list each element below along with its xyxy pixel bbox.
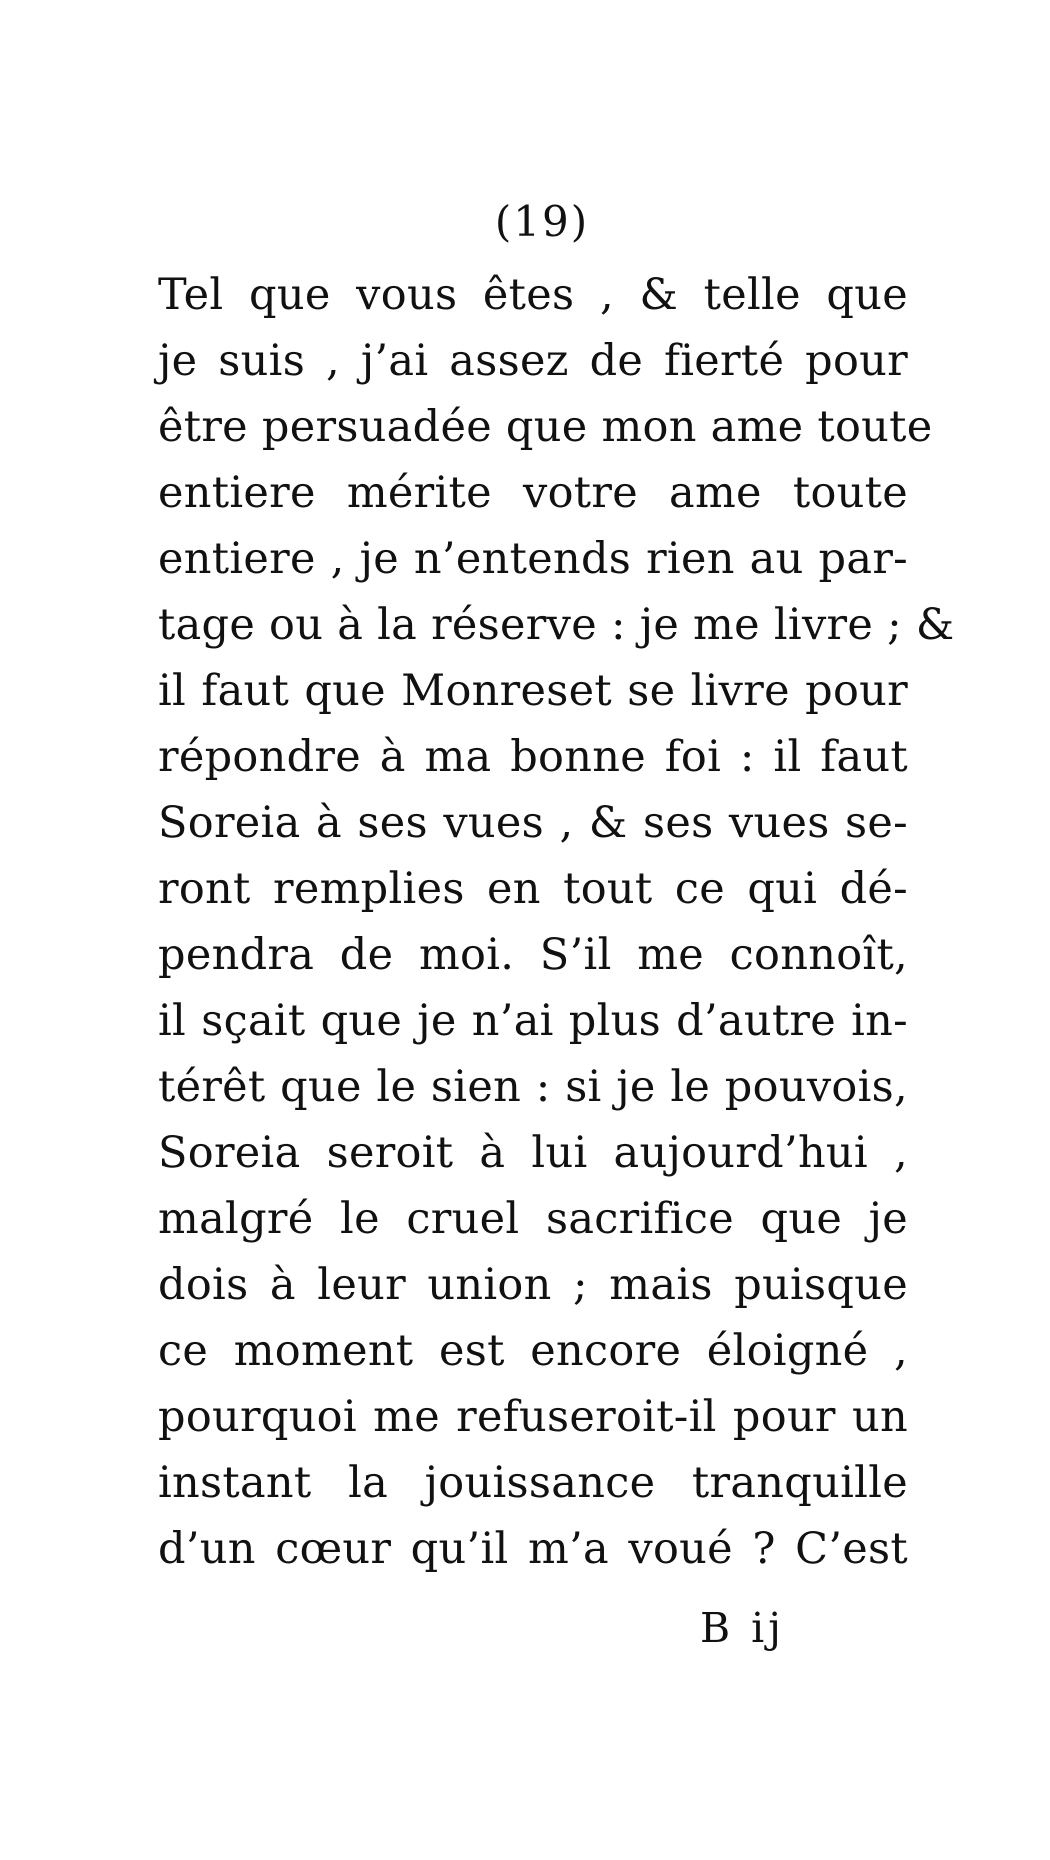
body-text [158, 262, 955, 1582]
text-line: entiere , je n’entends rien au par- [158, 534, 908, 584]
text-line: ce moment est encore éloigné , [158, 1326, 908, 1376]
text-line: instant la jouissance tranquille [158, 1458, 908, 1508]
text-line: répondre à ma bonne foi : il faut [158, 732, 908, 782]
text-line: je suis , j’ai assez de fierté pour [158, 336, 908, 386]
page-number: (19) [494, 197, 590, 246]
text-line: d’un cœur qu’il m’a voué ? C’est [158, 1524, 908, 1574]
text-line: térêt que le sien : si je le pouvois, [158, 1062, 908, 1112]
text-line: entiere mérite votre ame toute [158, 468, 908, 518]
text-line: Soreia à ses vues , & ses vues se- [158, 798, 908, 848]
text-line: pendra de moi. S’il me connoît, [158, 930, 908, 980]
text-line: il sçait que je n’ai plus d’autre in- [158, 996, 908, 1046]
text-line: Tel que vous êtes , & telle que [158, 270, 908, 320]
text-line: pourquoi me refuseroit-il pour un [158, 1392, 908, 1442]
text-line: être persuadée que mon ame toute [158, 402, 933, 452]
text-line: dois à leur union ; mais puisque [158, 1260, 908, 1310]
signature-mark: B ij [700, 1604, 785, 1652]
text-line: ront remplies en tout ce qui dé- [158, 864, 908, 914]
text-line: Soreia seroit à lui aujourd’hui , [158, 1128, 908, 1178]
text-line: il faut que Monreset se livre pour [158, 666, 908, 716]
text-line: malgré le cruel sacrifice que je [158, 1194, 908, 1244]
text-line: tage ou à la réserve : je me livre ; & [158, 600, 955, 650]
